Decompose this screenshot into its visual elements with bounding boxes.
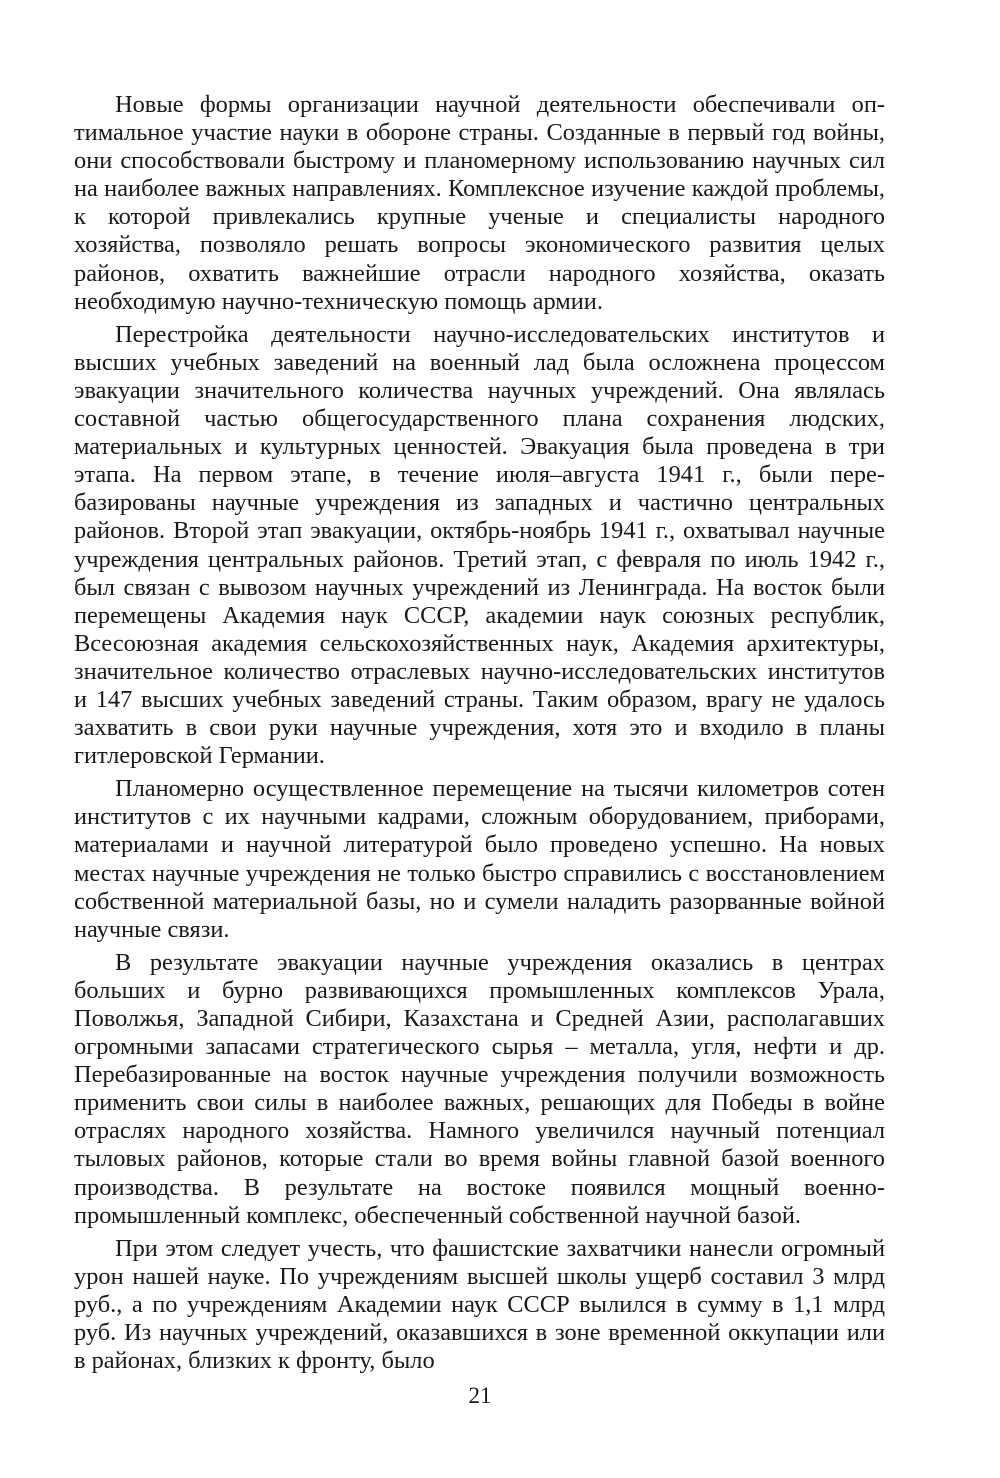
paragraph-4: В результате эвакуации научные учреждения оказались в центрах больших и бурно развивающихся промышленных комплексов Урала, Поволжья, Западной Сибири, Казахстана и Средней Азии, располагавших огромными запасами стратегического сырья – металла, угля, нефти и др. Перебазированные на восток научные учреждения получили возможность применить свои силы в наиболее важных, решающих для Победы в войне отраслях народного хозяйства. Намного увеличился научный потенциал тыловых районов, которые стали во время войны главной базой военного производства. В результате на востоке появился мощный военно-промышленный комплекс, обеспеченный собственной научной базой. bbox=[74, 948, 885, 1229]
paragraph-5: При этом следует учесть, что фашистские захватчики нанесли огромный урон нашей науке. По учреждениям высшей школы ущерб составил 3 млрд руб., а по учреждениям Академии наук СССР вылился в сумму в 1,1 млрд руб. Из научных учреждений, оказавшихся в зоне временной оккупации или в районах, близких к фронту, было bbox=[74, 1234, 885, 1375]
paragraph-3: Планомерно осуществленное перемещение на тысячи километров сотен институтов с их научными кадрами, сложным оборудованием, приборами, материалами и научной литературой было проведено успешно. На новых местах научные учреждения не только быстро справились с восстановлением собственной материальной базы, но и сумели наладить разорванные войной научные связи. bbox=[74, 775, 885, 943]
page-body bbox=[74, 91, 885, 1375]
page-number: 21 bbox=[468, 1383, 492, 1408]
paragraph-2: Перестройка деятельности научно-исследовательских институтов и высших учебных заведений на военный лад была осложнена процессом эвакуации значительного количества научных учреждений. Она являлась составной частью общегосударственного плана сохранения людских, материальных и культурных ценностей. Эвакуация была проведена в три этапа. На первом этапе, в течение июля–августа 1941 г., были перебазированы научные учреждения из западных и частично центральных районов. Второй этап эвакуации, октябрь-ноябрь 1941 г., охватывал научные учреждения центральных районов. Третий этап, с февраля по июль 1942 г., был связан с вывозом научных учреждений из Ленинграда. На восток были перемещены Академия наук СССР, академии наук союзных республик, Всесоюзная академия сельскохозяйственных наук, Академия архитектуры, значительное количество отраслевых научно-исследовательских институтов и 147 высших учебных заведений страны. Таким образом, врагу не удалось захватить в свои руки научные учреждения, хотя это и входило в планы гитлеровской Германии. bbox=[74, 320, 885, 770]
paragraph-1: Новые формы организации научной деятельности обеспечивали оптимальное участие науки в обороне страны. Созданные в первый год войны, они способствовали быстрому и планомерному использованию научных сил на наиболее важных направлениях. Комплексное изучение каждой проблемы, к которой привлекались крупные ученые и специалисты народного хозяйства, позволяло решать вопросы экономического развития целых районов, охватить важнейшие отрасли народного хозяйства, оказать необходимую научно-техническую помощь армии. bbox=[74, 91, 885, 315]
